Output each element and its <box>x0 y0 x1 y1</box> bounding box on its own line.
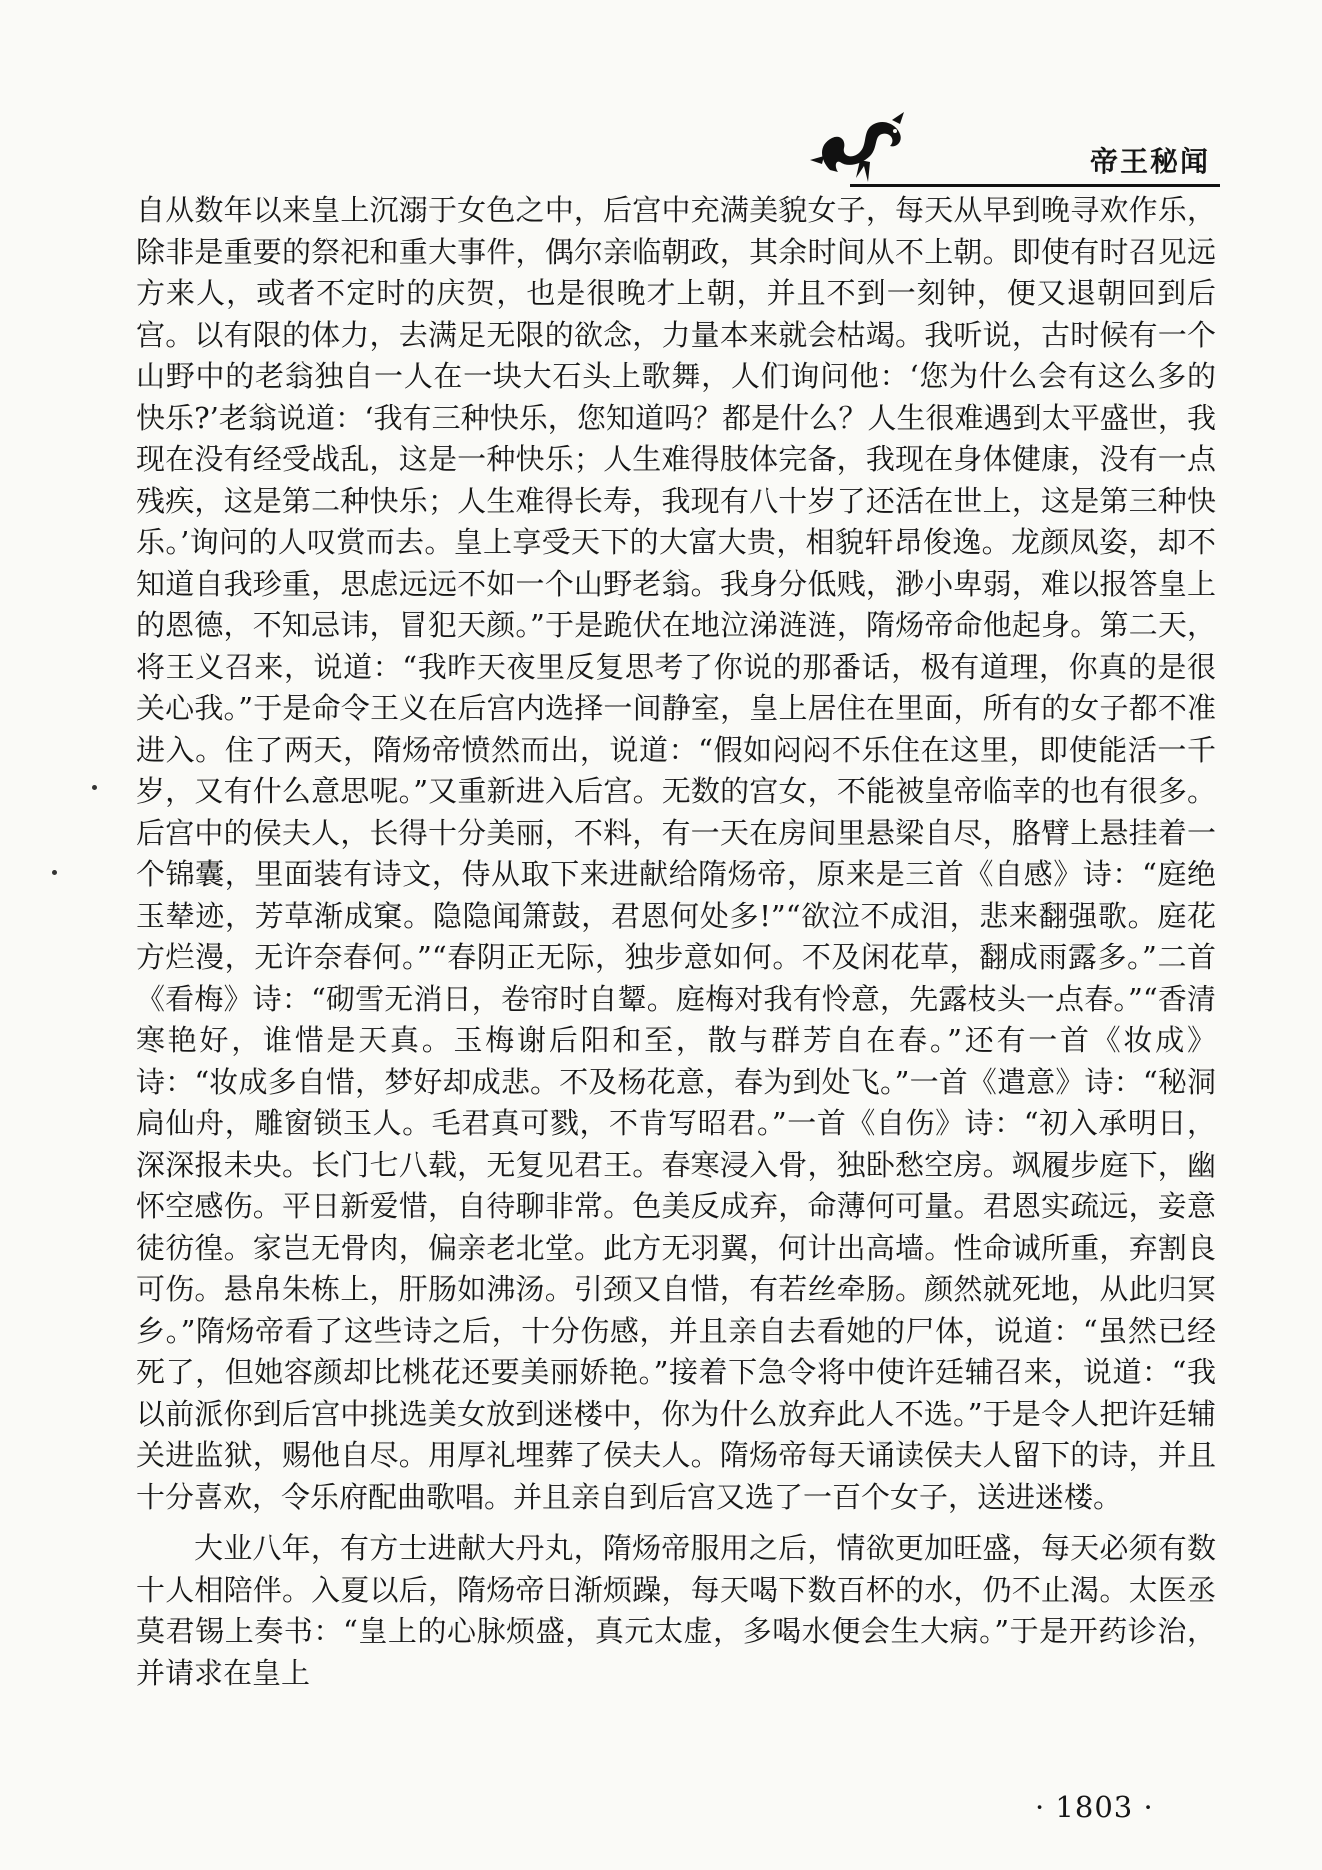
paragraph: 大业八年，有方士进献大丹丸，隋炀帝服用之后，情欲更加旺盛，每天必须有数十人相陪伴。入夏以后，隋炀帝日渐烦躁，每天喝下数百杯的水，仍不止渴。太医丞莫君锡上奏书：“皇上的心脉烦盛，真元太虚，多喝水便会生大病。”于是开药诊治，并请求在皇上 <box>136 1531 1216 1690</box>
scan-speck <box>92 785 97 790</box>
scan-speck <box>52 870 57 875</box>
paragraph: 自从数年以来皇上沉溺于女色之中，后宫中充满美貌女子，每天从早到晚寻欢作乐，除非是重要的祭祀和重大事件，偶尔亲临朝政，其余时间从不上朝。即使有时召见远方来人，或者不定时的庆贺，也是很晚才上朝，并且不到一刻钟，便又退朝回到后宫。以有限的体力，去满足无限的欲念，力量本来就会枯竭。我听说，古时候有一个山野中的老翁独自一人在一块大石头上歌舞，人们询问他：‘您为什么会有这么多的快乐?’老翁说道：‘我有三种快乐，您知道吗？都是什么？人生很难遇到太平盛世，我现在没有经受战乱，这是一种快乐；人生难得肢体完备，我现在身体健康，没有一点残疾，这是第二种快乐；人生难得长寿，我现有八十岁了还活在世上，这是第三种快乐。’询问的人叹赏而去。皇上享受天下的大富大贵，相貌轩昂俊逸。龙颜凤姿，却不知道自我珍重，思虑远远不如一个山野老翁。我身分低贱，渺小卑弱，难以报答皇上的恩德，不知忌讳，冒犯天颜。”于是跪伏在地泣涕涟涟，隋炀帝命他起身。第二天，将王义召来，说道：“我昨天夜里反复思考了你说的那番话，极有道理，你真的是很关心我。”于是命令王义在后宫内选择一间静室，皇上居住在里面，所有的女子都不准进入。住了两天，隋炀帝愤然而出，说道：“假如闷闷不乐住在这里，即使能活一千岁，又有什么意思呢。”又重新进入后宫。无数的宫女，不能被皇帝临幸的也有很多。后宫中的侯夫人，长得十分美丽，不料，有一天在房间里悬梁自尽，胳臂上悬挂着一个锦囊，里面装有诗文，侍从取下来进献给隋炀帝，原来是三首《自感》诗：“庭绝玉辇迹，芳草渐成窠。隐隐闻箫鼓，君恩何处多!”“欲泣不成泪，悲来翻强歌。庭花方烂漫，无许奈春何。”“春阴正无际，独步意如何。不及闲花草，翻成雨露多。”二首《看梅》诗：“砌雪无消日，卷帘时自颦。庭梅对我有怜意，先露枝头一点春。”“香清寒艳好，谁惜是天真。玉梅谢后阳和至，散与群芳自在春。”还有一首《妆成》诗：“妆成多自惜，梦好却成悲。不及杨花意，春为到处飞。”一首《遣意》诗：“秘洞扃仙舟，雕窗锁玉人。毛君真可戮，不肯写昭君。”一首《自伤》诗：“初入承明日，深深报未央。长门七八载，无复见君王。春寒浸入骨，独卧愁空房。飒履步庭下，幽怀空感伤。平日新爱惜，自待聊非常。色美反成弃，命薄何可量。君恩实疏远，妾意徒彷徨。家岂无骨肉，偏亲老北堂。此方无羽翼，何计出高墙。性命诚所重，弃割良可伤。悬帛朱栋上，肝肠如沸汤。引颈又自惜，有若丝牵肠。颜然就死地，从此归冥乡。”隋炀帝看了这些诗之后，十分伤感，并且亲自去看她的尸体，说道：“虽然已经死了，但她容颜却比桃花还要美丽娇艳。”接着下急令将中使许廷辅召来，说道：“我以前派你到后宫中挑选美女放到迷楼中，你为什么放弃此人不选。”于是令人把许廷辅关进监狱，赐他自尽。用厚礼埋葬了侯夫人。隋炀帝每天诵读侯夫人留下的诗，并且十分喜欢，令乐府配曲歌唱。并且亲自到后宫又选了一百个女子，送进迷楼。 <box>136 193 1216 1514</box>
running-header <box>800 100 1220 190</box>
header-rule <box>850 184 1220 187</box>
dragon-ornament-icon <box>800 100 920 190</box>
page-number: · 1803 · <box>1035 1790 1154 1824</box>
body-text <box>136 190 1216 1694</box>
header-title: 帝王秘闻 <box>1089 145 1210 178</box>
